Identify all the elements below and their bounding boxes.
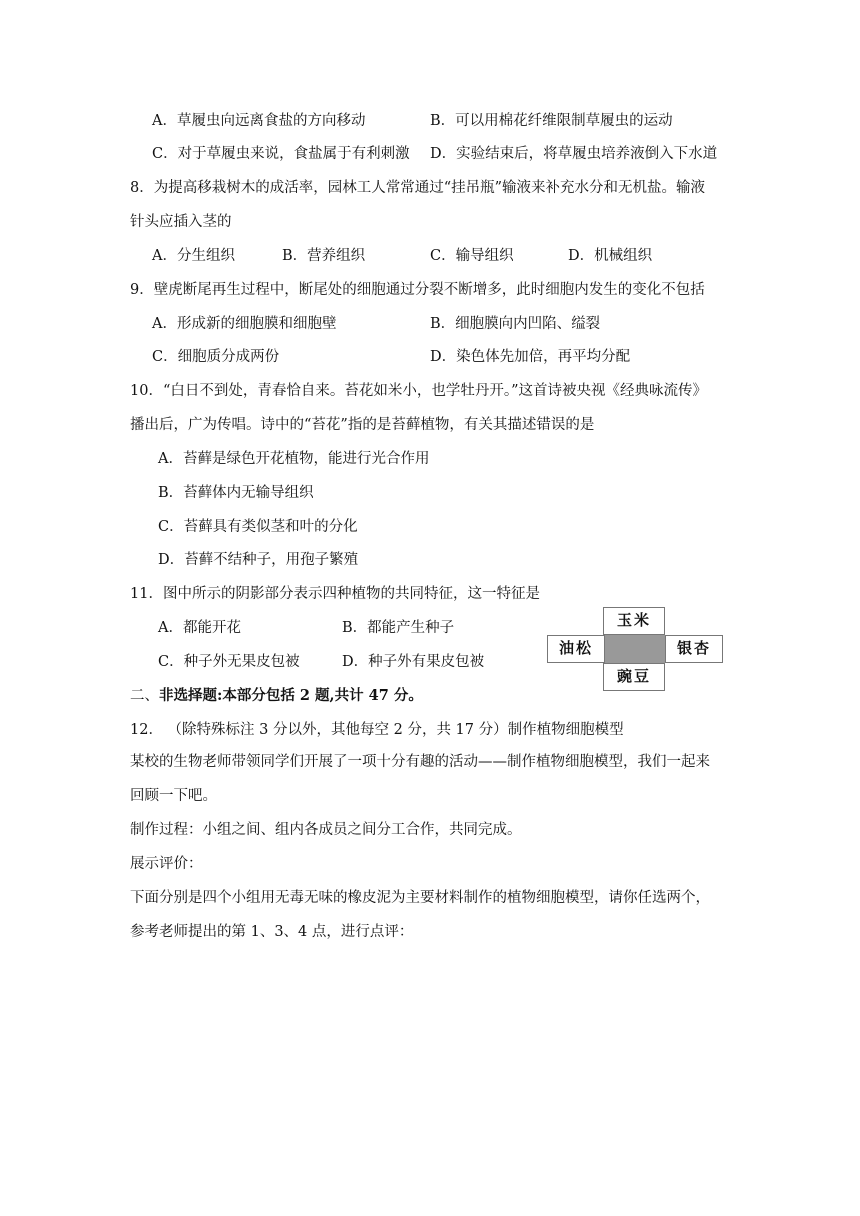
q8-stem-line2: 针头应插入茎的 [130, 214, 232, 230]
q9-option-b: B．细胞膜向内凹陷、缢裂 [430, 316, 601, 332]
q12-paragraph4-line2: 参考老师提出的第 1、3、4 点，进行点评： [130, 924, 414, 940]
q8-option-a: A．分生组织 [152, 248, 235, 264]
q10-option-c: C．苔藓具有类似茎和叶的分化 [158, 519, 358, 535]
q10-option-a: A．苔藓是绿色开花植物，能进行光合作用 [158, 451, 430, 467]
diagram-cell-right: 银杏 [665, 635, 723, 663]
q10-option-d: D．苔藓不结种子，用孢子繁殖 [158, 552, 359, 568]
q11-option-c: C．种子外无果皮包被 [158, 654, 300, 670]
diagram-cell-bottom: 豌豆 [603, 663, 665, 691]
q9-option-d: D．染色体先加倍，再平均分配 [430, 349, 631, 365]
q11-option-b: B．都能产生种子 [342, 620, 455, 636]
q12-paragraph4-line1: 下面分别是四个小组用无毒无味的橡皮泥为主要材料制作的植物细胞模型，请你任选两个， [130, 890, 710, 906]
plant-venn-diagram [547, 607, 723, 691]
q8-option-b: B．营养组织 [282, 248, 366, 264]
q9-option-a: A．形成新的细胞膜和细胞壁 [152, 316, 337, 332]
q9-option-c: C．细胞质分成两份 [152, 349, 280, 365]
q12-paragraph1-line2: 回顾一下吧。 [130, 788, 217, 804]
q9-stem: 9．壁虎断尾再生过程中，断尾处的细胞通过分裂不断增多，此时细胞内发生的变化不包括 [130, 282, 705, 298]
q8-option-d: D．机械组织 [568, 248, 653, 264]
diagram-cell-left: 油松 [547, 635, 605, 663]
q12-paragraph1-line1: 某校的生物老师带领同学们开展了一项十分有趣的活动——制作植物细胞模型，我们一起来 [130, 754, 710, 770]
q10-stem-line2: 播出后，广为传唱。诗中的“苔花”指的是苔藓植物，有关其描述错误的是 [130, 417, 595, 433]
diagram-cell-top: 玉米 [603, 607, 665, 635]
diagram-shaded-intersection [605, 635, 665, 663]
q11-option-a: A．都能开花 [158, 620, 241, 636]
q7-option-c: C．对于草履虫来说，食盐属于有利刺激 [152, 146, 410, 162]
q12-paragraph2: 制作过程：小组之间、组内各成员之间分工合作，共同完成。 [130, 822, 522, 838]
section2-heading [130, 686, 423, 706]
q10-option-b: B．苔藓体内无输导组织 [158, 485, 314, 501]
q12-paragraph3: 展示评价： [130, 856, 203, 872]
q7-option-b: B．可以用棉花纤维限制草履虫的运动 [430, 113, 673, 129]
q11-option-d: D．种子外有果皮包被 [342, 654, 485, 670]
q8-option-c: C．输导组织 [430, 248, 514, 264]
q10-stem-line1: 10．“白日不到处，青春恰自来。苔花如米小，也学牡丹开。”这首诗被央视《经典咏流传》 [130, 383, 708, 399]
q7-option-d: D．实验结束后，将草履虫培养液倒入下水道 [430, 146, 718, 162]
section2-heading-text: 非选择题:本部分包括 2 题,共计 47 分。 [159, 687, 423, 704]
q11-stem: 11．图中所示的阴影部分表示四种植物的共同特征，这一特征是 [130, 586, 540, 602]
q8-stem-line1: 8．为提高移栽树木的成活率，园林工人常常通过“挂吊瓶”输液来补充水分和无机盐。输液 [130, 180, 706, 196]
section2-heading-prefix: 二、 [130, 688, 159, 704]
q7-option-a: A．草履虫向远离食盐的方向移动 [152, 113, 366, 129]
q12-title: 12． （除特殊标注 3 分以外，其他每空 2 分，共 17 分）制作植物细胞模型 [130, 722, 624, 738]
